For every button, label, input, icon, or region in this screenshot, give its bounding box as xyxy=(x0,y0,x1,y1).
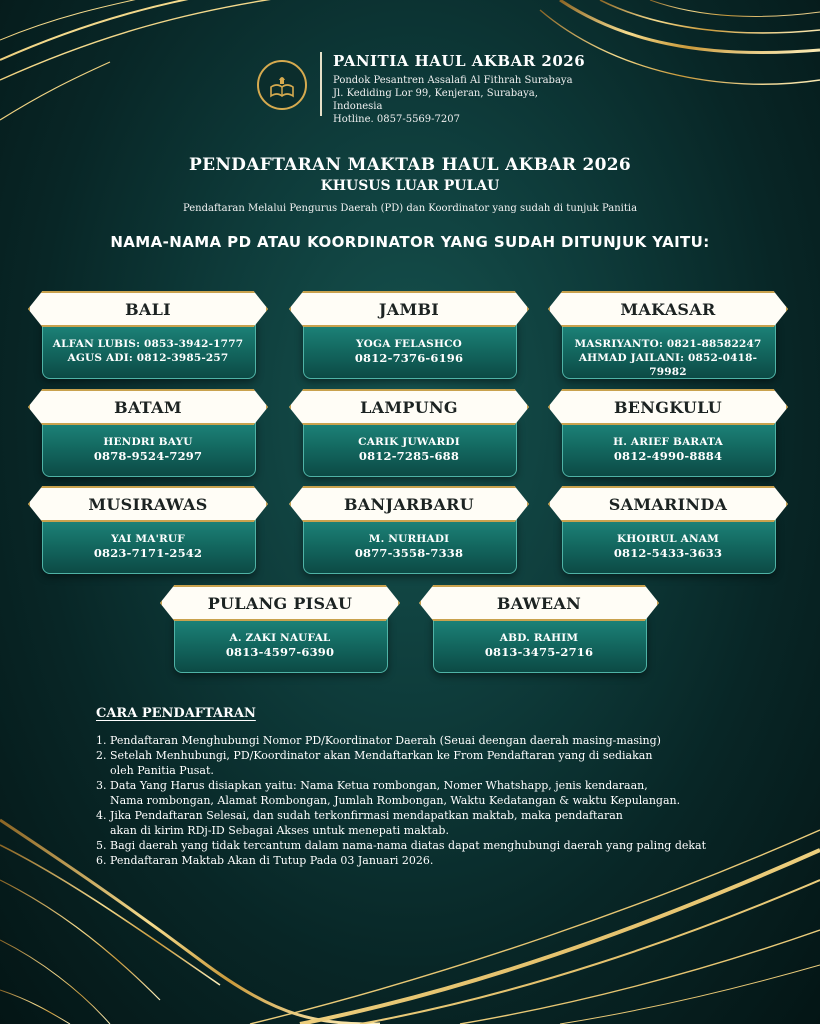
organizer-title: PANITIA HAUL AKBAR 2026 xyxy=(333,52,586,70)
contact-phone: 0812-7376-6196 xyxy=(354,351,464,365)
contact-info xyxy=(562,337,774,379)
contact-line: AGUS ADI: 0812-3985-257 xyxy=(67,352,229,364)
region-name: SAMARINDA xyxy=(608,495,728,514)
region-name: BENGKULU xyxy=(613,398,723,417)
region-card-bali xyxy=(24,289,272,381)
step-number: 5. xyxy=(96,839,107,852)
contact-phone: 0812-4990-8884 xyxy=(613,449,723,463)
step-number: 2. xyxy=(96,749,107,762)
contact-info xyxy=(303,435,515,463)
step-item xyxy=(96,838,756,853)
contact-line: ALFAN LUBIS: 0853-3942-1777 xyxy=(52,338,244,350)
headline xyxy=(0,155,820,214)
region-card-samarinda xyxy=(544,484,792,576)
region-name: MUSIRAWAS xyxy=(88,495,208,514)
region-card-jambi xyxy=(285,289,533,381)
contact-phone: 0823-7171-2542 xyxy=(93,546,203,560)
region-card-banjarbaru xyxy=(285,484,533,576)
contact-phone: 0877-3558-7338 xyxy=(354,546,464,560)
contact-info xyxy=(303,337,515,365)
region-name: LAMPUNG xyxy=(360,398,458,417)
section-heading: NAMA-NAMA PD ATAU KOORDINATOR YANG SUDAH DITUNJUK YAITU: xyxy=(110,233,710,251)
sub-title: KHUSUS LUAR PULAU xyxy=(320,178,500,194)
step-line: oleh Panitia Pusat. xyxy=(110,764,214,777)
contact-line: MASRIYANTO: 0821-88582247 xyxy=(574,338,762,350)
step-number: 1. xyxy=(96,734,107,747)
region-name: BALI xyxy=(125,300,171,319)
step-number: 3. xyxy=(96,779,107,792)
step-item xyxy=(96,748,756,778)
region-name: JAMBI xyxy=(378,300,440,319)
region-name: MAKASAR xyxy=(620,300,716,319)
contact-person: KHOIRUL ANAM xyxy=(617,533,719,545)
contact-info xyxy=(562,532,774,560)
step-text xyxy=(110,778,680,808)
region-card-bengkulu xyxy=(544,387,792,479)
step-text xyxy=(110,838,706,853)
book-lamp-logo-icon xyxy=(257,60,307,110)
contact-line: AHMAD JAILANI: 0852-0418-79982 xyxy=(578,352,758,378)
contact-person: A. ZAKI NAUFAL xyxy=(229,632,331,644)
step-line: akan di kirim RDj-ID Sebagai Akses untuk menepati maktab. xyxy=(110,824,449,837)
contact-phone: 0813-4597-6390 xyxy=(225,645,335,659)
step-text xyxy=(110,748,652,778)
organizer-address-line: Jl. Kediding Lor 99, Kenjeran, Surabaya, Indonesia xyxy=(333,88,538,112)
contact-phone: 0812-7285-688 xyxy=(358,449,460,463)
region-card-lampung xyxy=(285,387,533,479)
region-card-musirawas xyxy=(24,484,272,576)
step-text xyxy=(110,733,661,748)
step-line: Nama rombongan, Alamat Rombongan, Jumlah Rombongan, Waktu Kedatangan & waktu Kepulangan. xyxy=(110,794,681,807)
contact-person: YAI MA'RUF xyxy=(111,533,185,545)
step-text xyxy=(110,808,623,838)
step-item xyxy=(96,853,756,868)
region-name: BAWEAN xyxy=(496,594,582,613)
step-text xyxy=(110,853,433,868)
region-name: BANJARBARU xyxy=(343,495,475,514)
contact-person: HENDRI BAYU xyxy=(103,436,193,448)
step-line: Jika Pendaftaran Selesai, dan sudah terkonfirmasi mendapatkan maktab, maka pendaftaran xyxy=(110,809,623,822)
contact-person: M. NURHADI xyxy=(368,533,450,545)
contact-info xyxy=(303,532,515,560)
step-line: Pendaftaran Maktab Akan di Tutup Pada 03 Januari 2026. xyxy=(110,854,434,867)
step-item xyxy=(96,808,756,838)
region-card-makasar xyxy=(544,289,792,381)
contact-info xyxy=(42,337,254,365)
region-card-batam xyxy=(24,387,272,479)
contact-person: H. ARIEF BARATA xyxy=(613,436,723,448)
contact-person: CARIK JUWARDI xyxy=(358,436,460,448)
header xyxy=(257,52,587,125)
hotline-line: Hotline. 0857-5569-7207 xyxy=(333,114,460,125)
region-card-bawean xyxy=(415,583,663,675)
header-divider xyxy=(320,52,322,116)
step-item xyxy=(96,778,756,808)
step-line: Setelah Menhubungi, PD/Koordinator akan Mendaftarkan ke From Pendaftaran yang di sediakan xyxy=(110,749,653,762)
registration-note: Pendaftaran Melalui Pengurus Daerah (PD) dan Koordinator yang sudah di tunjuk Panitia xyxy=(182,203,638,214)
step-line: Bagi daerah yang tidak tercantum dalam nama-nama diatas dapat menghubungi daerah yang paling dekat xyxy=(110,839,707,852)
contact-person: ABD. RAHIM xyxy=(499,632,579,644)
region-name: BATAM xyxy=(114,398,182,417)
contact-info xyxy=(562,435,774,463)
registration-steps-title: CARA PENDAFTARAN xyxy=(96,706,256,721)
step-line: Data Yang Harus disiapkan yaitu: Nama Ketua rombongan, Nomer Whatshapp, jenis kendaraan, xyxy=(110,779,648,792)
contact-info xyxy=(174,631,386,659)
contact-info xyxy=(433,631,645,659)
main-title: PENDAFTARAN MAKTAB HAUL AKBAR 2026 xyxy=(189,155,631,175)
contact-person: YOGA FELASHCO xyxy=(355,338,462,350)
contact-phone: 0878-9524-7297 xyxy=(93,449,203,463)
registration-steps-list xyxy=(96,733,756,868)
contact-phone: 0812-5433-3633 xyxy=(613,546,723,560)
step-number: 6. xyxy=(96,854,107,867)
step-item xyxy=(96,733,756,748)
contact-info xyxy=(42,532,254,560)
registration-steps-section xyxy=(96,706,756,868)
region-card-pulang-pisau xyxy=(156,583,404,675)
organizer-address-line: Pondok Pesantren Assalafi Al Fithrah Surabaya xyxy=(333,75,573,86)
contact-phone: 0813-3475-2716 xyxy=(484,645,594,659)
contact-info xyxy=(42,435,254,463)
step-line: Pendaftaran Menghubungi Nomor PD/Koordinator Daerah (Seuai deengan daerah masing-masing) xyxy=(110,734,661,747)
region-name: PULANG PISAU xyxy=(207,594,353,613)
header-text xyxy=(333,52,587,126)
step-number: 4. xyxy=(96,809,107,822)
